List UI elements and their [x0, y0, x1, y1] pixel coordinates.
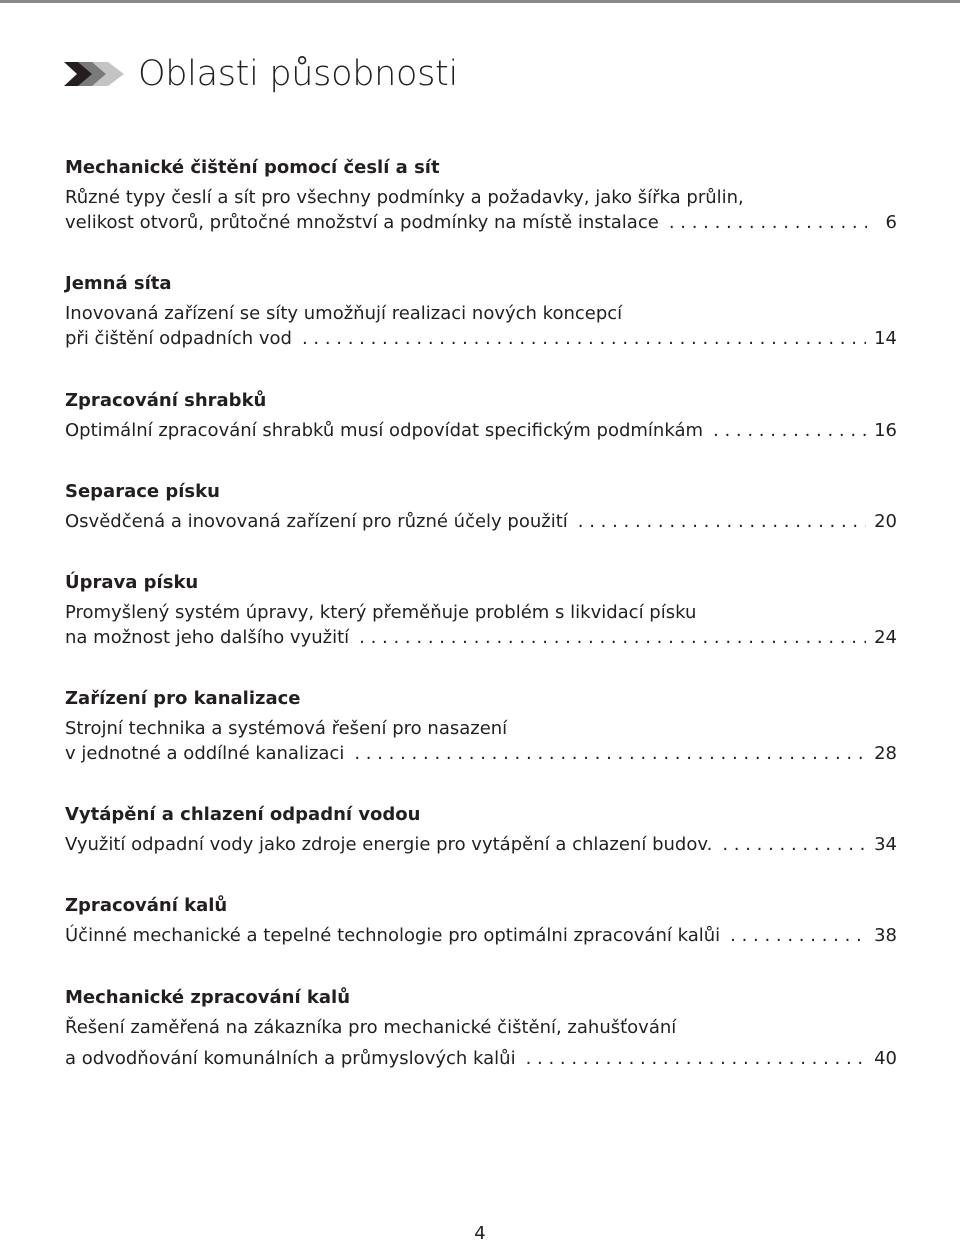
- chevron-arrows-icon: [62, 60, 126, 88]
- toc-entry: [65, 271, 897, 351]
- toc-entry: [65, 893, 897, 948]
- toc-entry: [65, 155, 897, 235]
- footer-page-number: 4: [474, 1223, 486, 1244]
- toc-row: [65, 326, 897, 351]
- toc-entry: [65, 479, 897, 534]
- entry-description: Osvědčená a inovovaná zařízení pro různé účely použití: [65, 511, 568, 532]
- entry-title: Úprava písku: [65, 572, 199, 593]
- page-title: Oblasti působnosti: [138, 54, 458, 94]
- toc-entry: [65, 570, 897, 650]
- toc-row: [65, 832, 897, 857]
- page-number: 40: [874, 1048, 897, 1069]
- toc-row: [65, 1046, 897, 1071]
- dot-leader: [713, 418, 866, 443]
- page-header: [62, 52, 458, 96]
- entry-description: Optimální zpracování shrabků musí odpovídat specifickým podmínkám: [65, 420, 704, 441]
- toc-row: [65, 741, 897, 766]
- page-number: 16: [874, 420, 897, 441]
- entry-description: Promyšlený systém úpravy, který přeměňuje problém s likvidací písku: [65, 602, 697, 623]
- entry-title: Separace písku: [65, 481, 220, 502]
- dot-leader: [722, 832, 866, 857]
- dot-leader: [578, 509, 866, 534]
- dot-leader: [526, 1046, 867, 1071]
- entry-title: Zpracování kalů: [65, 895, 228, 916]
- dot-leader: [359, 625, 866, 650]
- page-number: 20: [874, 511, 897, 532]
- page-number: 24: [874, 627, 897, 648]
- page-number: 34: [874, 834, 897, 855]
- entry-title: Vytápění a chlazení odpadní vodou: [65, 804, 421, 825]
- dot-leader: [354, 741, 866, 766]
- entry-title: Mechanické čištění pomocí česlí a sít: [65, 157, 440, 178]
- page-number: 6: [885, 212, 897, 233]
- dot-leader: [302, 326, 866, 351]
- dot-leader: [730, 923, 866, 948]
- toc-row: [65, 509, 897, 534]
- entry-title: Mechanické zpracování kalů: [65, 987, 351, 1008]
- toc-row: [65, 625, 897, 650]
- entry-description: Strojní technika a systémová řešení pro nasazení: [65, 718, 508, 739]
- entry-description: při čištění odpadních vod: [65, 328, 292, 349]
- page-number: 28: [874, 743, 897, 764]
- toc-row: [65, 923, 897, 948]
- entry-description: Inovovaná zařízení se síty umožňují realizaci nových koncepcí: [65, 303, 623, 324]
- entry-description: a odvodňování komunálních a průmyslových kalůi: [65, 1048, 516, 1069]
- entry-title: Zpracování shrabků: [65, 390, 267, 411]
- entry-description: Řešení zaměřená na zákazníka pro mechanické čištění, zahušťování: [65, 1017, 677, 1038]
- toc-entry: [65, 802, 897, 857]
- entry-title: Zařízení pro kanalizace: [65, 688, 301, 709]
- toc-entry: [65, 985, 897, 1071]
- entry-description: na možnost jeho dalšího využití: [65, 627, 350, 648]
- toc-row: [65, 210, 897, 235]
- entry-description: Účinné mechanické a tepelné technologie pro optimálni zpracování kalůi: [65, 925, 721, 946]
- entry-description: Využití odpadní vody jako zdroje energie pro vytápění a chlazení budov.: [65, 834, 713, 855]
- page-number: 14: [874, 328, 897, 349]
- toc-entry: [65, 686, 897, 766]
- toc-entry: [65, 388, 897, 443]
- entry-description: v jednotné a oddílné kanalizaci: [65, 743, 345, 764]
- page-number: 38: [874, 925, 897, 946]
- entry-description: velikost otvorů, průtočné množství a podmínky na místě instalace: [65, 212, 659, 233]
- top-rule: [0, 0, 960, 3]
- toc-row: [65, 418, 897, 443]
- entry-title: Jemná síta: [65, 273, 172, 294]
- entry-description: Různé typy česlí a sít pro všechny podmínky a požadavky, jako šířka průlin,: [65, 187, 744, 208]
- dot-leader: [669, 210, 867, 235]
